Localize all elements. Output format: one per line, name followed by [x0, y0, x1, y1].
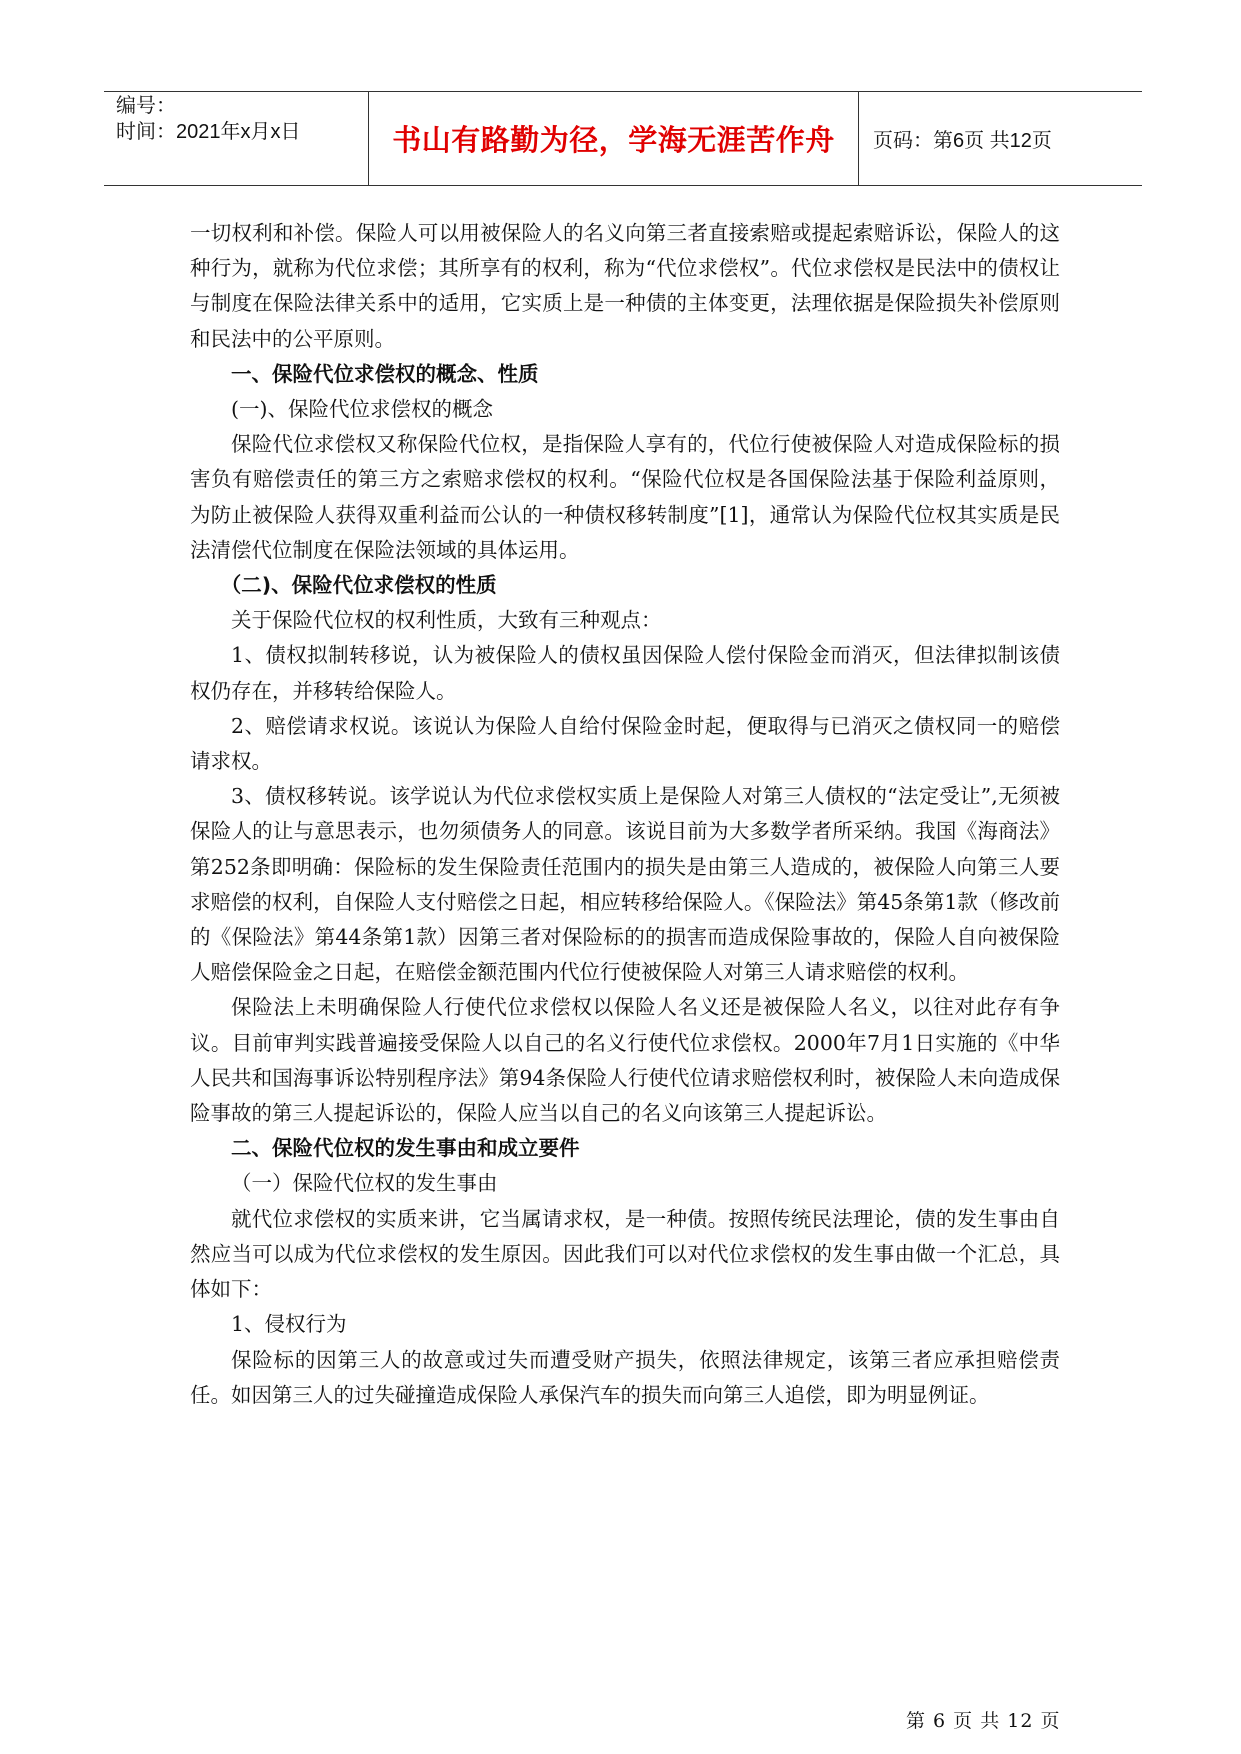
header-right-cell [859, 92, 1142, 185]
page-footer: 第 6 页 共 12 页 [906, 1710, 1061, 1732]
section-heading: 二、保险代位权的发生事由和成立要件 [231, 1136, 580, 1161]
paragraph: 一切权利和补偿。保险人可以用被保险人的名义向第三者直接索赔或提起索赔诉讼，保险人的这种行为，就称为代位求偿；其所享有的权利，称为“代位求偿权”。代位求偿权是民法中的债权让与制度在保险法律关系中的适用，它实质上是一种债的主体变更，法理依据是保险损失补偿原则和民法中的公平原则。 [190, 221, 1060, 351]
paragraph: 就代位求偿权的实质来讲，它当属请求权，是一种债。按照传统民法理论，债的发生事由自然应当可以成为代位求偿权的发生原因。因此我们可以对代位求偿权的发生事由做一个汇总，具体如下： [190, 1206, 1060, 1302]
header-left-cell [104, 92, 369, 185]
list-item-heading: 1、侵权行为 [231, 1312, 347, 1337]
subsection-heading: （一）保险代位权的发生事由 [231, 1171, 498, 1196]
header-motto: 书山有路勤为径，学海无涯苦作舟 [392, 123, 835, 157]
paragraph: 保险代位求偿权又称保险代位权，是指保险人享有的，代位行使被保险人对造成保险标的损害负有赔偿责任的第三方之索赔求偿权的权利。“保险代位权是各国保险法基于保险利益原则，为防止被保险人获得双重利益而公认的一种债权移转制度”[1]，通常认为保险代位权其实质是民法清偿代位制度在保险法领域的具体运用。 [190, 432, 1060, 562]
paragraph: 3、债权移转说。该学说认为代位求偿权实质上是保险人对第三人债权的“法定受让”,无须被保险人的让与意思表示，也勿须债务人的同意。该说目前为大多数学者所采纳。我国《海商法》第252条即明确：保险标的发生保险责任范围内的损失是由第三人造成的，被保险人向第三人要求赔偿的权利，自保险人支付赔偿之日起，相应转移给保险人。《保险法》第45条第1款（修改前的《保险法》第44条第1款）因第三者对保险标的的损害而造成保险事故的，保险人自向被保险人赔偿保险金之日起，在赔偿金额范围内代位行使被保险人对第三人请求赔偿的权利。 [190, 784, 1060, 985]
paragraph: 保险法上未明确保险人行使代位求偿权以保险人名义还是被保险人名义，以往对此存有争议。目前审判实践普遍接受保险人以自己的名义行使代位求偿权。2000年7月1日实施的《中华人民共和国海事诉讼特别程序法》第94条保险人行使代位请求赔偿权利时，被保险人未向造成保险事故的第三人提起诉讼的，保险人应当以自己的名义向该第三人提起诉讼。 [190, 995, 1060, 1126]
document-date: 时间：2021年x月x日 [116, 121, 301, 143]
document-body [190, 216, 1060, 1413]
header-table [104, 91, 1142, 186]
section-heading: 一、保险代位求偿权的概念、性质 [231, 361, 539, 386]
paragraph: 保险标的因第三人的故意或过失而遭受财产损失，依照法律规定，该第三者应承担赔偿责任。如因第三人的过失碰撞造成保险人承保汽车的损失而向第三人追偿，即为明显例证。 [190, 1347, 1060, 1407]
paragraph: 关于保险代位权的权利性质，大致有三种观点： [231, 608, 662, 633]
document-number-label: 编号： [116, 95, 176, 117]
subsection-heading: （二)、保险代位求偿权的性质 [220, 573, 497, 598]
paragraph: 2、赔偿请求权说。该说认为保险人自给付保险金时起，便取得与已消灭之债权同一的赔偿请求权。 [190, 713, 1060, 774]
subsection-heading: (一)、保险代位求偿权的概念 [231, 397, 493, 422]
header-page-info: 页码：第6页 共12页 [873, 130, 1052, 152]
header-middle-cell [369, 92, 859, 185]
paragraph: 1、债权拟制转移说，认为被保险人的债权虽因保险人偿付保险金而消灭，但法律拟制该债权仍存在，并移转给保险人。 [190, 643, 1060, 703]
